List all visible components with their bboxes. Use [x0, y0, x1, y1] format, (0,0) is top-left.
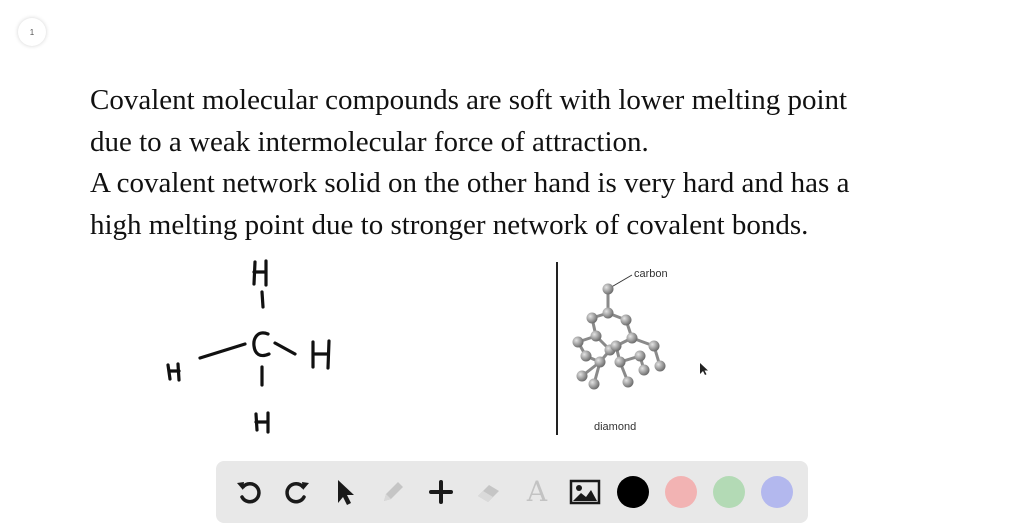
mouse-cursor-icon — [699, 362, 709, 376]
redo-icon — [282, 477, 312, 507]
add-button[interactable] — [424, 475, 458, 509]
swatch-pink-circle — [665, 476, 697, 508]
swatch-blue-circle — [761, 476, 793, 508]
paragraph-line: A covalent network solid on the other hand is very hard and has a — [90, 167, 850, 199]
atom-c — [254, 333, 269, 356]
methane-sketch — [150, 250, 350, 440]
color-swatch-green[interactable] — [712, 475, 746, 509]
paragraph-line: Covalent molecular compounds are soft with lower melting point — [90, 84, 848, 116]
eraser-tool-button[interactable] — [472, 475, 506, 509]
bond-right — [275, 343, 295, 354]
redo-button[interactable] — [280, 475, 314, 509]
diamond-lattice-image — [560, 258, 690, 438]
paragraph-line: due to a weak intermolecular force of attraction. — [90, 125, 649, 158]
handwritten-explanation — [90, 80, 990, 246]
atom-h-right — [313, 341, 329, 368]
image-icon — [569, 477, 601, 507]
drawing-toolbar — [216, 461, 808, 523]
color-swatch-pink[interactable] — [664, 475, 698, 509]
image-tool-button[interactable] — [568, 475, 602, 509]
undo-icon — [234, 477, 264, 507]
atom-h-bottom — [256, 413, 268, 432]
divider-line — [556, 262, 558, 435]
swatch-black-circle — [617, 476, 649, 508]
pencil-tool-button[interactable] — [376, 475, 410, 509]
text-tool-button[interactable] — [520, 475, 554, 509]
pointer-icon — [330, 477, 360, 507]
swatch-green-circle — [713, 476, 745, 508]
diamond-caption: diamond — [594, 421, 637, 433]
atom-h-left — [168, 364, 179, 380]
color-swatch-black[interactable] — [616, 475, 650, 509]
undo-button[interactable] — [232, 475, 266, 509]
eraser-icon — [474, 477, 504, 507]
carbon-label: carbon — [634, 268, 668, 280]
atom-h-top — [254, 261, 266, 285]
pencil-icon — [378, 477, 408, 507]
bond-left — [200, 344, 245, 358]
text-icon: A — [526, 475, 548, 508]
pointer-tool-button[interactable] — [328, 475, 362, 509]
paragraph-line: high melting point due to stronger network of covalent bonds. — [90, 208, 809, 241]
page-number-badge[interactable] — [18, 18, 46, 46]
plus-icon — [426, 477, 456, 507]
bond-top — [262, 292, 263, 307]
page-number: 1 — [29, 27, 35, 37]
color-swatch-blue[interactable] — [760, 475, 794, 509]
